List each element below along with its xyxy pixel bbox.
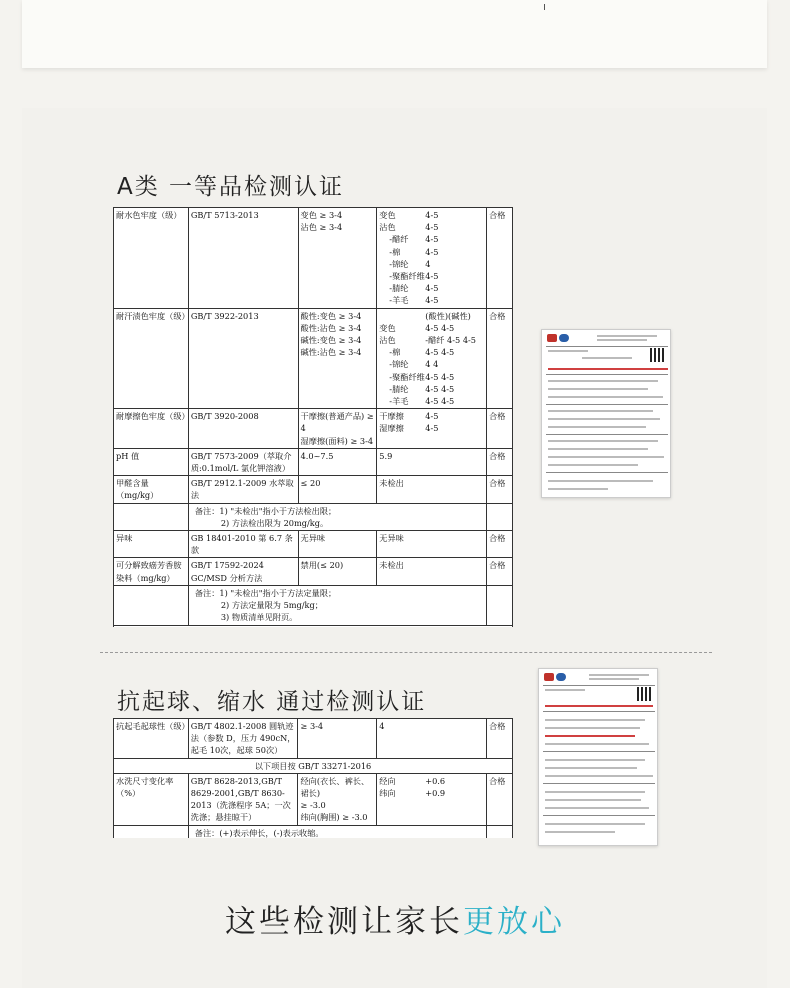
tagline-text: 这些检测让家长 xyxy=(225,904,463,940)
result-line xyxy=(379,422,484,434)
requirement-line: 酸性:变色 ≥ 3-4 xyxy=(300,310,362,321)
result-value: 未检出 xyxy=(379,560,404,571)
test-item: 耐汗渍色牢度（级） xyxy=(114,308,189,409)
test-method: GB/T 5713-2013 xyxy=(188,208,298,309)
result-line xyxy=(379,383,484,395)
requirement-cell xyxy=(298,719,377,759)
requirement-line: 湿摩擦(面料) ≥ 3-4 xyxy=(300,435,374,446)
result-line xyxy=(379,322,484,334)
test-method: GB/T 3920-2008 xyxy=(188,409,298,449)
requirement-line: 经向(衣长、裤长、裙长) xyxy=(300,775,370,799)
result-header: (酸性)(碱性) xyxy=(425,310,471,321)
result-value: 未检出 xyxy=(379,478,404,489)
table-row xyxy=(114,719,513,759)
standard-banner: 以下项目按 GB/T 33271-2016 xyxy=(114,758,513,773)
requirement-line: 干摩擦(普通产品) ≥ 4 xyxy=(300,411,374,434)
result-value: 4-5 xyxy=(425,283,439,294)
empty-cell xyxy=(114,503,189,530)
result-line xyxy=(379,270,484,282)
test-item: 抗起毛起球性（级） xyxy=(114,719,189,759)
result-value: 4 xyxy=(379,721,385,731)
requirement-line: 酸性:沾色 ≥ 3-4 xyxy=(300,322,362,333)
result-line xyxy=(379,346,484,358)
note-row xyxy=(114,825,513,838)
result-cell xyxy=(377,558,487,585)
remarks-cell xyxy=(188,825,486,838)
result-line xyxy=(379,294,484,306)
result-value: 4-5 4-5 xyxy=(425,322,455,333)
section-divider xyxy=(100,652,712,653)
note-row xyxy=(114,585,513,625)
result-key: 沾色 xyxy=(379,222,396,233)
result-key: -棉 xyxy=(389,246,401,257)
requirement-line: 无异味 xyxy=(300,533,326,544)
test-item: 耐摩擦色牢度（级） xyxy=(114,409,189,449)
table-row xyxy=(114,308,513,409)
verdict: 合格 xyxy=(487,208,513,309)
result-key: -锦纶 xyxy=(389,258,409,269)
result-line xyxy=(379,221,484,233)
requirement-cell xyxy=(298,773,377,825)
test-item: 水洗尺寸变化率（%） xyxy=(114,773,189,825)
stamp-logo-icon xyxy=(544,673,554,681)
result-cell xyxy=(377,531,487,558)
requirement-cell xyxy=(298,308,377,409)
result-value: 4-5 xyxy=(425,271,439,282)
empty-cell xyxy=(114,585,189,625)
result-key: -醋纤 xyxy=(389,234,409,245)
result-key: -锦纶 xyxy=(389,359,409,370)
requirement-cell xyxy=(298,476,377,503)
section-a-report xyxy=(113,207,513,627)
result-value: 4 4 xyxy=(425,359,439,370)
result-value: 4-5 xyxy=(425,246,439,257)
result-value: 4 xyxy=(425,258,431,269)
remark-line: 备注：1) "未检出"指小于方法定量限； xyxy=(194,587,337,598)
test-method: GB/T 4802.1-2008 圆轨迹法（参数 D，压力 490cN，起毛 10次，起球 50次） xyxy=(188,719,298,759)
result-key: -聚酯纤维 xyxy=(389,271,425,282)
result-key: -腈纶 xyxy=(389,383,409,394)
remark-line: 2) 方法定量限为 5mg/kg； xyxy=(220,600,323,611)
empty-cell xyxy=(487,503,513,530)
certification-logo-icon xyxy=(556,673,566,681)
result-key: 湿摩擦 xyxy=(379,423,404,434)
result-line xyxy=(379,334,484,346)
requirement-line: ≥ 3-4 xyxy=(300,721,324,731)
test-item: pH 值 xyxy=(114,448,189,475)
result-value: 4-5 xyxy=(425,423,439,434)
table-row xyxy=(114,448,513,475)
result-key: -聚酯纤维 xyxy=(389,371,425,382)
tagline-highlight: 更放心 xyxy=(463,904,565,940)
result-line xyxy=(379,209,484,221)
stamp-logo-icon xyxy=(547,334,557,342)
verdict: 合格 xyxy=(487,476,513,503)
result-value: +0.6 xyxy=(425,775,446,786)
result-line xyxy=(379,410,484,422)
table-row xyxy=(114,208,513,309)
result-value: 4-5 4-5 xyxy=(425,396,455,407)
requirement-cell xyxy=(298,558,377,585)
banner-row xyxy=(114,758,513,773)
result-value: -醋纤 4-5 4-5 xyxy=(425,335,477,346)
result-value: 4-5 xyxy=(425,411,439,422)
standard-banner xyxy=(114,625,513,627)
requirement-line: 变色 ≥ 3-4 xyxy=(300,210,343,220)
result-line xyxy=(379,775,484,787)
requirement-line: 禁用(≤ 20) xyxy=(300,560,344,571)
test-item: 可分解致癌芳香胺染料（mg/kg） xyxy=(114,558,189,585)
result-key: 经向 xyxy=(379,775,396,786)
certification-logo-icon xyxy=(559,334,569,342)
result-line xyxy=(379,233,484,245)
result-value: 5.9 xyxy=(379,450,393,461)
verdict: 合格 xyxy=(487,719,513,759)
section-b-heading: 抗起球、缩水 通过检测认证 xyxy=(117,689,427,715)
remark-line: 备注：(+)表示伸长，(-)表示收缩。 xyxy=(194,827,324,838)
verdict: 合格 xyxy=(487,409,513,449)
top-card xyxy=(22,0,767,68)
requirement-cell xyxy=(298,409,377,449)
test-item: 甲醛含量（mg/kg） xyxy=(114,476,189,503)
requirement-cell xyxy=(298,531,377,558)
result-line xyxy=(379,358,484,370)
result-key: -腈纶 xyxy=(389,283,409,294)
result-key: -棉 xyxy=(389,347,401,358)
result-value: 4-5 xyxy=(425,295,439,306)
requirement-line: ≥ -3.0 xyxy=(300,800,326,811)
test-method: GB 18401-2010 第 6.7 条款 xyxy=(188,531,298,558)
result-key: -羊毛 xyxy=(389,295,409,306)
qr-code-icon xyxy=(637,687,651,701)
result-line xyxy=(379,395,484,407)
result-value: 4-5 4-5 xyxy=(425,347,455,358)
remark-line: 3) 物质清单见附页。 xyxy=(220,612,298,623)
requirement-line: ≤ 20 xyxy=(300,478,321,489)
verdict: 合格 xyxy=(487,448,513,475)
result-line xyxy=(379,787,484,799)
table-row xyxy=(114,409,513,449)
verdict: 合格 xyxy=(487,558,513,585)
result-value: 4-5 4-5 xyxy=(425,383,455,394)
remarks-cell xyxy=(188,503,486,530)
result-value: 无异味 xyxy=(379,533,404,544)
empty-cell xyxy=(487,585,513,625)
result-cell xyxy=(377,448,487,475)
section-a-table xyxy=(113,207,513,627)
requirement-line: 纬向(胸围) ≥ -3.0 xyxy=(300,812,368,823)
table-row xyxy=(114,531,513,558)
remark-line: 备注：1) "未检出"指小于方法检出限； xyxy=(194,505,337,516)
result-cell xyxy=(377,208,487,309)
test-method: GB/T 3922-2013 xyxy=(188,308,298,409)
requirement-cell xyxy=(298,208,377,309)
section-b-report xyxy=(113,718,513,838)
section-a-heading: A类 一等品检测认证 xyxy=(117,174,345,200)
test-method: GB/T 17592-2024 GC/MSD 分析方法 xyxy=(188,558,298,585)
result-key: 纬向 xyxy=(379,788,396,799)
result-line xyxy=(379,371,484,383)
remarks-cell xyxy=(188,585,486,625)
requirement-cell xyxy=(298,448,377,475)
result-cell xyxy=(377,308,487,409)
result-value: +0.9 xyxy=(425,788,446,799)
result-cell xyxy=(377,409,487,449)
result-cell xyxy=(377,773,487,825)
result-key: 变色 xyxy=(379,322,396,333)
result-value: 4-5 xyxy=(425,234,439,245)
requirement-line: 碱性:变色 ≥ 3-4 xyxy=(300,335,362,346)
test-report-thumbnail-a[interactable] xyxy=(541,329,671,498)
table-row xyxy=(114,558,513,585)
test-method: GB/T 7573-2009（萃取介质:0.1mol/L 氯化钾溶液） xyxy=(188,448,298,475)
qr-code-icon xyxy=(650,348,664,362)
result-line xyxy=(379,246,484,258)
requirement-line: 沾色 ≥ 3-4 xyxy=(300,222,343,233)
tagline xyxy=(0,896,790,941)
note-row xyxy=(114,503,513,530)
result-key: 干摩擦 xyxy=(379,411,404,422)
result-value: 4-5 4-5 xyxy=(425,371,455,382)
verdict: 合格 xyxy=(487,531,513,558)
top-marker xyxy=(544,4,545,10)
remark-line: 2) 方法检出限为 20mg/kg。 xyxy=(220,517,329,528)
test-report-thumbnail-b[interactable] xyxy=(538,668,658,846)
table-row xyxy=(114,773,513,825)
result-line xyxy=(379,282,484,294)
result-key: -羊毛 xyxy=(389,396,409,407)
result-value: 4-5 xyxy=(425,210,439,220)
test-item: 异味 xyxy=(114,531,189,558)
empty-cell xyxy=(487,825,513,838)
table-row xyxy=(114,476,513,503)
verdict: 合格 xyxy=(487,308,513,409)
section-b-table xyxy=(113,718,513,838)
requirement-line: 碱性:沾色 ≥ 3-4 xyxy=(300,347,362,358)
result-key: 变色 xyxy=(379,210,396,220)
result-cell xyxy=(377,476,487,503)
result-cell xyxy=(377,719,487,759)
result-key: 沾色 xyxy=(379,335,396,346)
result-value: 4-5 xyxy=(425,222,439,233)
test-method: GB/T 8628-2013,GB/T 8629-2001,GB/T 8630-2013（洗涤程序 5A；一次洗涤；悬挂晾干） xyxy=(188,773,298,825)
verdict: 合格 xyxy=(487,773,513,825)
test-item: 耐水色牢度（级） xyxy=(114,208,189,309)
empty-cell xyxy=(114,825,189,838)
requirement-line: 4.0~7.5 xyxy=(300,450,334,461)
banner-row xyxy=(114,625,513,627)
result-line xyxy=(379,258,484,270)
test-method: GB/T 2912.1-2009 水萃取法 xyxy=(188,476,298,503)
